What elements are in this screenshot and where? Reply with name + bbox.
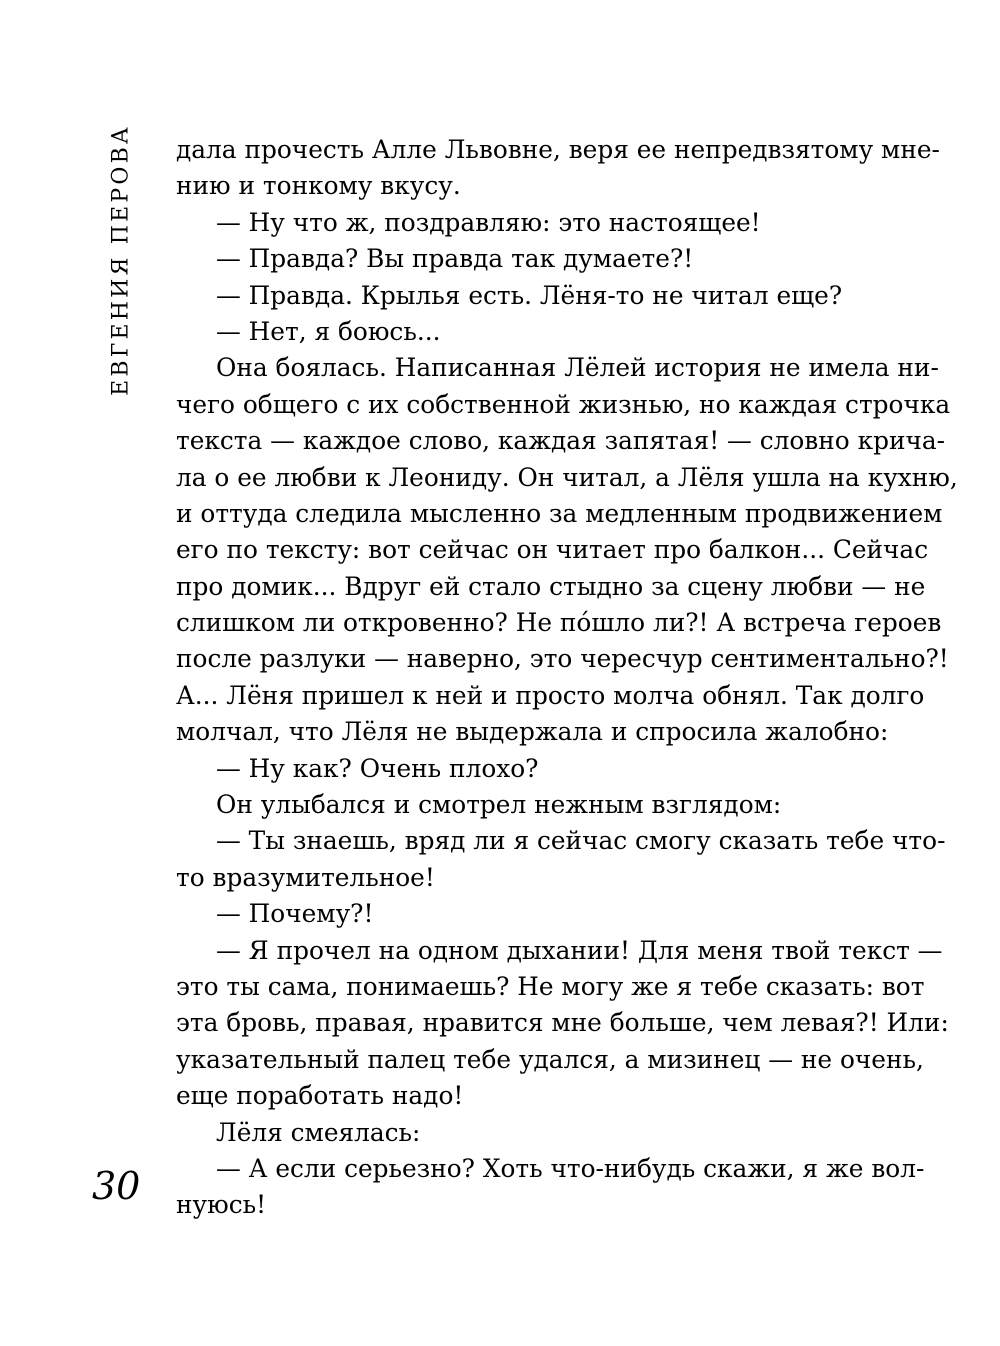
text-line: то вразумительное! [176,862,435,892]
text-line: — Ты знаешь, вряд ли я сейчас смогу сказать тебе что- [216,826,946,856]
text-line: это ты сама, понимаешь? Не могу же я тебе сказать: вот [176,971,925,1001]
text-line: слишком ли откровенно? Не пóшло ли?! А встреча героев [176,608,942,638]
text-line: молчал, что Лёля не выдержала и спросила жалобно: [176,717,889,747]
text-line: Он улыбался и смотрел нежным взглядом: [216,790,782,820]
text-line: — Почему?! [216,899,374,929]
text-line: про домик... Вдруг ей стало стыдно за сцену любви — не [176,571,926,601]
text-line: дала прочесть Алле Львовне, веря ее непредвзятому мне- [176,135,940,164]
body-text [176,132,958,1224]
running-head-author: ЕВГЕНИЯ ПЕРОВА [108,124,134,396]
text-line: нию и тонкому вкусу. [176,171,461,201]
text-line: после разлуки — наверно, это чересчур сентиментально?! [176,644,949,674]
text-line: ла о ее любви к Леониду. Он читал, а Лёля ушла на кухню, [176,462,958,492]
text-line: — Я прочел на одном дыхании! Для меня твой текст — [216,935,943,965]
text-line: текста — каждое слово, каждая запятая! — словно крича- [176,426,946,456]
page-number: 30 [92,1164,141,1208]
text-line: — Нет, я боюсь... [216,316,441,346]
text-line: указательный палец тебе удался, а мизинец — не очень, [176,1044,924,1074]
text-line: Лёля смеялась: [216,1117,421,1147]
text-line: — Правда? Вы правда так думаете?! [216,244,694,274]
text-line: и оттуда следила мысленно за медленным продвижением [176,498,943,528]
text-line: чего общего с их собственной жизнью, но каждая строчка [176,389,951,419]
text-line: еще поработать надо! [176,1081,464,1111]
text-line: — Правда. Крылья есть. Лёня-то не читал еще? [216,280,843,310]
text-line: — А если серьезно? Хоть что-нибудь скажи, я же вол- [216,1153,925,1183]
text-line: эта бровь, правая, нравится мне больше, чем левая?! Или: [176,1008,949,1038]
text-line: его по тексту: вот сейчас он читает про балкон... Сейчас [176,535,929,565]
text-line: А... Лёня пришел к ней и просто молча обнял. Так долго [176,680,925,710]
text-line: Она боялась. Написанная Лёлей история не имела ни- [216,353,939,383]
text-line: — Ну как? Очень плохо? [216,753,539,783]
text-line: нуюсь! [176,1190,267,1220]
text-line: — Ну что ж, поздравляю: это настоящее! [216,207,761,237]
